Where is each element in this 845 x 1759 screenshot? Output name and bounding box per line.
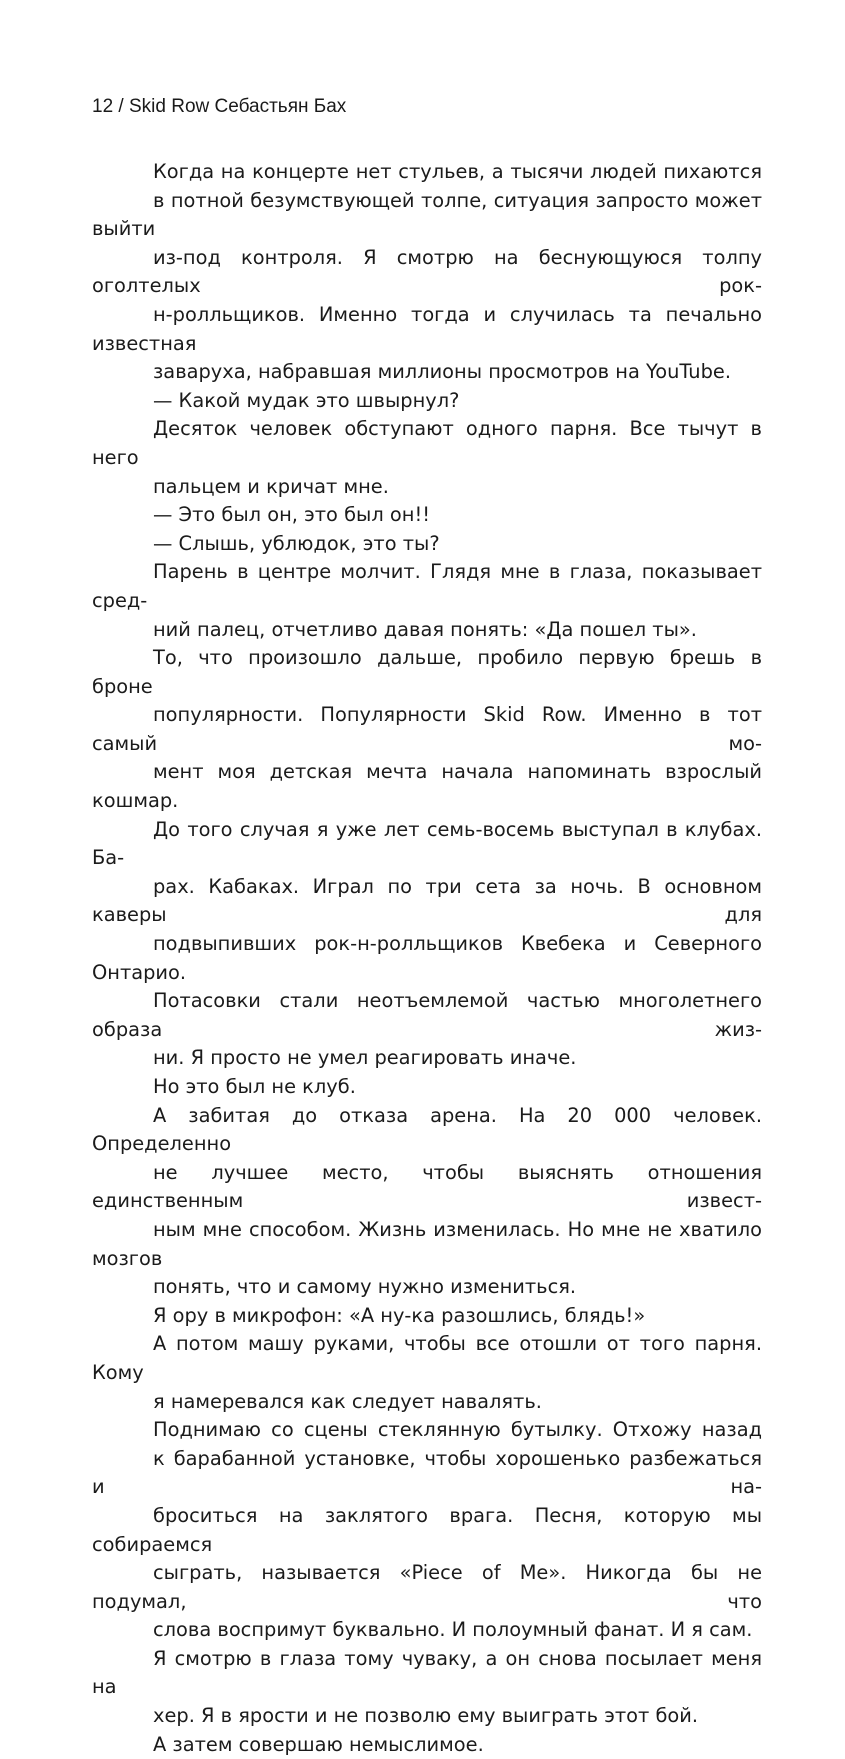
page-number: 12 <box>92 96 114 117</box>
text-line: хер. Я в ярости и не позволю ему выиграть этот бой. <box>153 1704 699 1728</box>
paragraph <box>92 1731 762 1759</box>
text-line: Я ору в микрофон: «А ну-ка разошлись, блядь!» <box>153 1303 646 1327</box>
text-line: понять, что и самому нужно измениться. <box>153 1275 577 1299</box>
paragraph <box>92 530 762 559</box>
text-line: Я смотрю в глаза тому чуваку, а он снова посылает меня на <box>92 1646 762 1699</box>
text-line: заваруха, набравшая миллионы просмотров на YouTube. <box>153 360 731 384</box>
text-line: Когда на концерте нет стульев, а тысячи людей пихаются <box>153 160 762 183</box>
body-text <box>92 158 762 1759</box>
paragraph <box>92 158 762 387</box>
paragraph <box>92 1302 762 1331</box>
text-line: в потной безумствующей толпе, ситуация запросто может выйти <box>92 188 762 241</box>
text-line: рах. Кабаках. Играл по три сета за ночь. В основном каверы для <box>92 874 762 927</box>
text-line: Поднимаю со сцены стеклянную бутылку. Отхожу назад <box>153 1418 762 1442</box>
text-line: — Слышь, ублюдок, это ты? <box>153 531 440 555</box>
text-line: Потасовки стали неотъемлемой частью многолетнего образа жиз- <box>92 989 762 1041</box>
paragraph <box>92 816 762 1073</box>
text-line: Но это был не клуб. <box>153 1075 356 1098</box>
paragraph <box>92 415 762 501</box>
paragraph <box>92 1073 762 1102</box>
paragraph <box>92 1330 762 1416</box>
text-line: слова воспримут буквально. И полоумный фанат. И я сам. <box>153 1618 753 1642</box>
text-line: подвыпивших рок-н-ролльщиков Квебека и Северного Онтарио. <box>92 932 762 984</box>
text-line: ным мне способом. Жизнь изменилась. Но мне не хватило мозгов <box>92 1217 762 1270</box>
text-line: Десяток человек обступают одного парня. Все тычут в него <box>92 417 762 469</box>
text-line: популярности. Популярности Skid Row. Именно в тот самый мо- <box>92 703 762 755</box>
text-line: — Это был он, это был он!! <box>153 503 430 527</box>
text-line: сыграть, называется «Piece of Me». Никогда бы не подумал, что <box>92 1561 762 1613</box>
text-line: к барабанной установке, чтобы хорошенько разбежаться и на- <box>92 1446 762 1499</box>
text-line: Парень в центре молчит. Глядя мне в глаза, показывает сред- <box>92 560 762 612</box>
text-line: пальцем и кричат мне. <box>153 474 389 498</box>
text-line: я намеревался как следует навалять. <box>153 1389 542 1413</box>
paragraph <box>92 387 762 416</box>
text-line: из-под контроля. Я смотрю на беснующуюся толпу оголтелых рок- <box>92 245 762 298</box>
paragraph <box>92 501 762 530</box>
text-line: То, что произошло дальше, пробило первую брешь в броне <box>92 646 762 698</box>
text-line: А забитая до отказа арена. На 20 000 человек. Определенно <box>92 1103 762 1156</box>
text-line: ни. Я просто не умел реагировать иначе. <box>153 1046 577 1070</box>
paragraph <box>92 644 762 816</box>
paragraph <box>92 1645 762 1731</box>
paragraph <box>92 1102 762 1302</box>
running-header <box>92 96 346 118</box>
text-line: н-ролльщиков. Именно тогда и случилась та печально известная <box>92 302 762 355</box>
text-line: А потом машу руками, чтобы все отошли от того парня. Кому <box>92 1332 762 1384</box>
text-line: броситься на заклятого врага. Песня, которую мы собираемся <box>92 1503 762 1556</box>
text-line: мент моя детская мечта начала напоминать взрослый кошмар. <box>92 760 762 813</box>
text-line: До того случая я уже лет семь-восемь выступал в клубах. Ба- <box>92 817 762 870</box>
text-line: А затем совершаю немыслимое. <box>153 1732 484 1756</box>
header-separator: / <box>118 96 124 117</box>
text-line: ний палец, отчетливо давая понять: «Да пошел ты». <box>153 617 697 641</box>
running-title: Skid Row Себастьян Бах <box>128 96 347 117</box>
paragraph <box>92 558 762 644</box>
paragraph <box>92 1416 762 1645</box>
text-line: не лучшее место, чтобы выяснять отношения единственным извест- <box>92 1160 762 1213</box>
text-line: — Какой мудак это швырнул? <box>153 388 460 412</box>
